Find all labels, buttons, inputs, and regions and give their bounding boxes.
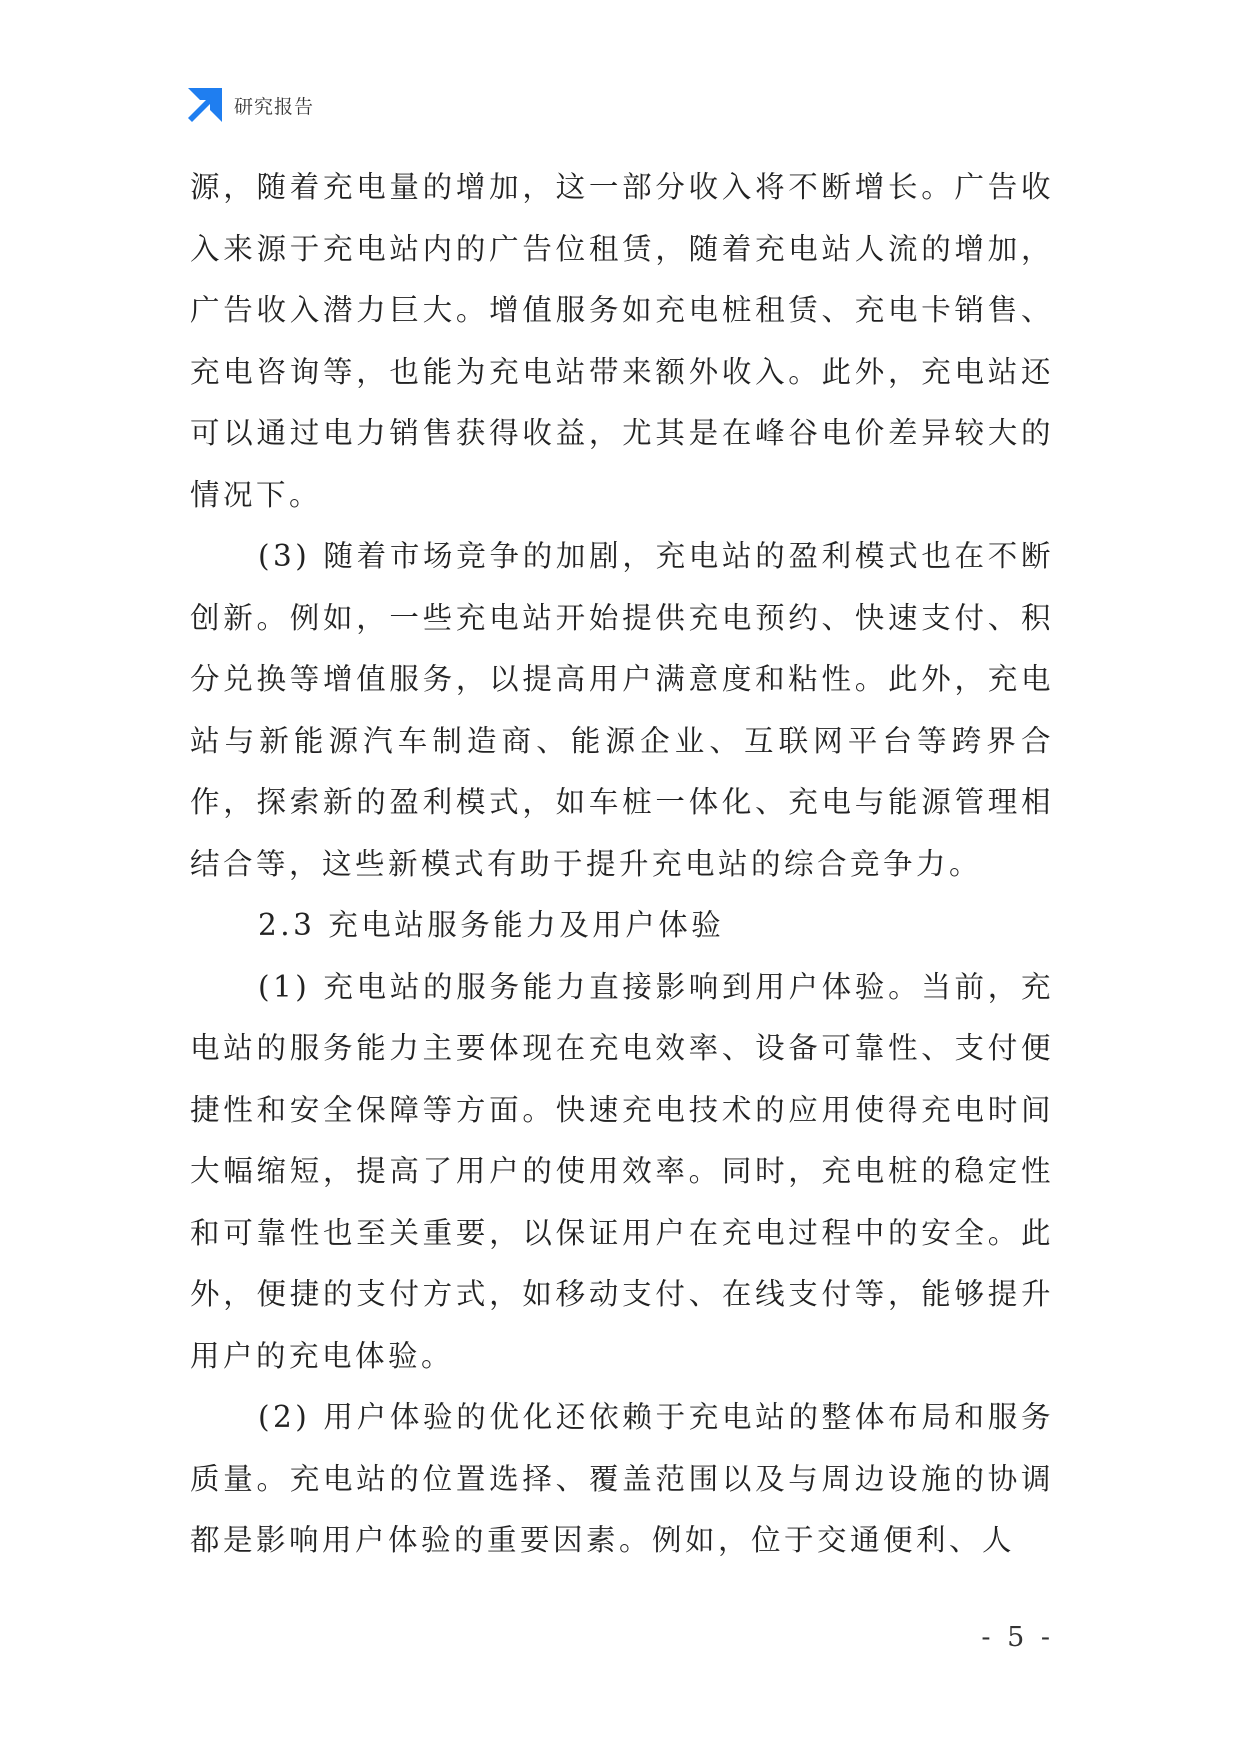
- paragraph-profit-model-innovation: (3) 随着市场竞争的加剧，充电站的盈利模式也在不断创新。例如，一些充电站开始提供充电预约、快速支付、积分兑换等增值服务，以提高用户满意度和粘性。此外，充电站与新能源汽车制造商、能源企业、互联网平台等跨界合作，探索新的盈利模式，如车桩一体化、充电与能源管理相结合等，这些新模式有助于提升充电站的综合竞争力。: [190, 539, 1054, 881]
- paragraph-revenue-sources: 源，随着充电量的增加，这一部分收入将不断增长。广告收入来源于充电站内的广告位租赁，随着充电站人流的增加，广告收入潜力巨大。增值服务如充电桩租赁、充电卡销售、充电咨询等，也能为充电站带来额外收入。此外，充电站还可以通过电力销售获得收益，尤其是在峰谷电价差异较大的情况下。: [190, 170, 1054, 512]
- report-header-title: 研究报告: [234, 95, 315, 118]
- document-body: [190, 157, 1054, 1572]
- section-heading-2-3: 2.3 充电站服务能力及用户体验: [258, 908, 725, 942]
- paragraph-service-capability: (1) 充电站的服务能力直接影响到用户体验。当前，充电站的服务能力主要体现在充电效率、设备可靠性、支付便捷性和安全保障等方面。快速充电技术的应用使得充电时间大幅缩短，提高了用户的使用效率。同时，充电桩的稳定性和可靠性也至关重要，以保证用户在充电过程中的安全。此外，便捷的支付方式，如移动支付、在线支付等，能够提升用户的充电体验。: [190, 969, 1054, 1373]
- paragraph-user-experience: (2) 用户体验的优化还依赖于充电站的整体布局和服务质量。充电站的位置选择、覆盖范围以及与周边设施的协调都是影响用户体验的重要因素。例如，位于交通便利、人: [190, 1400, 1054, 1557]
- page-number: - 5 -: [981, 1622, 1054, 1653]
- arrow-up-right-icon: [188, 88, 222, 122]
- report-header: [188, 88, 314, 122]
